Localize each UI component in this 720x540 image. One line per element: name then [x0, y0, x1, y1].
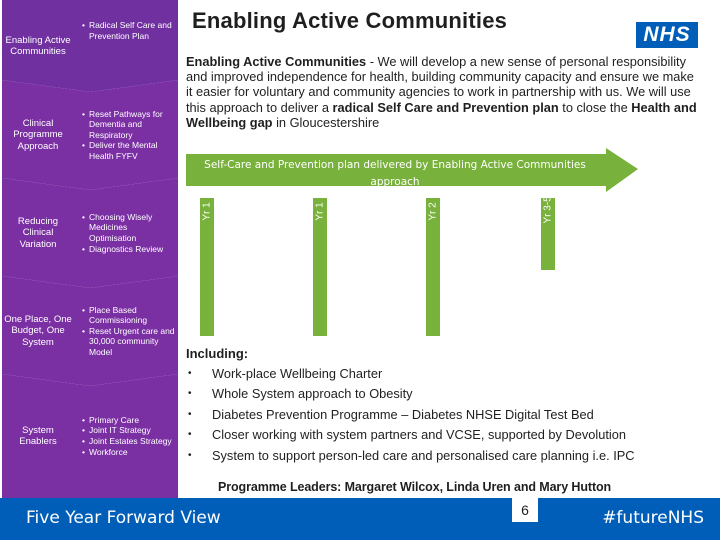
- list-item: • System to support person-led care and personalised care planning i.e. IPC: [188, 447, 635, 463]
- phase-year-bar: [313, 198, 327, 336]
- chevron-item: • Place Based Commissioning: [82, 305, 176, 326]
- chevron-item: • Joint IT Strategy: [82, 425, 176, 436]
- nhs-logo: NHS: [636, 22, 698, 48]
- list-item-text: Closer working with system partners and VCSE, supported by Devolution: [212, 427, 626, 443]
- intro-highlight: radical Self Care and Prevention plan: [332, 99, 559, 115]
- phase-year-bar: [200, 198, 214, 336]
- chevron-items: [74, 374, 176, 498]
- phase-text: Develop and initiate delivery of Prevention and Self Care plan: [342, 206, 420, 297]
- intro-lead: Enabling Active Communities: [186, 54, 367, 69]
- intro-text: in Gloucestershire: [272, 114, 380, 130]
- intro-text: - We will develop a new sense of personal responsibility and improved independence for health, building community capacity and ensure we make it easier for voluntary and community agencies to work in partnership with us. We will use this approach to deliver a: [186, 54, 694, 115]
- chevron-item: • Workforce: [82, 447, 176, 458]
- chevron-label: System Enablers: [19, 424, 57, 447]
- phase-year: Yr 3-5: [542, 196, 554, 224]
- phase-year-bar: [426, 198, 440, 336]
- footer-hashtag: #futureNHS: [602, 508, 704, 528]
- chevron-enabling-active-communities: [2, 0, 180, 92]
- chevron-system-enablers: [2, 374, 180, 498]
- timeline-caption: Self-Care and Prevention plan delivered by Enabling Active Communities approach: [204, 159, 586, 188]
- including-list: [186, 364, 706, 466]
- timeline-phase: [541, 198, 651, 338]
- list-item-text: System to support person-led care and personalised care planning i.e. IPC: [212, 447, 635, 463]
- chevron-label: Enabling Active Communities: [5, 34, 71, 57]
- chevron-item: • Reset Urgent care and 30,000 community Model: [82, 326, 176, 358]
- chevron-item: • Radical Self Care and Prevention Plan: [82, 20, 175, 41]
- chevron-clinical-programme: [2, 80, 180, 190]
- chevron-items: [74, 276, 176, 386]
- chevron-item: • Deliver the Mental Health FYFV: [82, 140, 176, 161]
- phase-text-wrap: ▪ Continue to deliver Social Prescribing with system partners: [220, 206, 307, 281]
- intro-highlight: Health and Wellbeing gap: [186, 99, 697, 130]
- programme-leaders: Programme Leaders: Margaret Wilcox, Linda Uren and Mary Hutton: [218, 480, 612, 494]
- phase-text: Learning from Yr 1 & 2 to set further priorities: [570, 206, 648, 266]
- chevron-item: • Primary Care: [82, 415, 176, 426]
- list-item: • Whole System approach to Obesity: [188, 386, 413, 402]
- timeline-phase: [200, 198, 310, 338]
- list-item: • Diabetes Prevention Programme – Diabetes NHSE Digital Test Bed: [188, 406, 594, 422]
- phase-text-wrap: ▪ Support Prevention and Self Care plan with Social Movement public campaign: [446, 206, 533, 327]
- chevron-reducing-variation: [2, 178, 180, 288]
- phase-text-wrap: ▪ Develop and initiate delivery of Prevention and Self Care plan: [333, 206, 420, 297]
- phase-year: Yr 1: [201, 202, 213, 221]
- chevron-items: [74, 80, 176, 190]
- intro-paragraph: [186, 54, 698, 130]
- chevron-label: Clinical Programme Approach: [13, 117, 63, 152]
- list-item: • Work-place Wellbeing Charter: [188, 366, 383, 381]
- phase-text: Support Prevention and Self Care plan with Social Movement public campaign: [455, 206, 533, 327]
- chevron-item: • Diagnostics Review: [82, 244, 176, 255]
- phase-year-bar: [541, 198, 555, 270]
- timeline-phase: [426, 198, 536, 338]
- intro-text: to close the: [558, 99, 632, 115]
- chevron-label: One Place, One Budget, One System: [4, 313, 72, 348]
- list-item-text: Work-place Wellbeing Charter: [212, 366, 383, 381]
- chevron-one-place: [2, 276, 180, 386]
- list-item-text: Diabetes Prevention Programme – Diabetes NHSE Digital Test Bed: [212, 406, 594, 422]
- chevron-items: [74, 178, 176, 288]
- footer-bar: [0, 498, 720, 540]
- chevron-item: • Reset Pathways for Dementia and Respiratory: [82, 109, 176, 141]
- timeline-phase: [313, 198, 423, 338]
- chevron-item: • Choosing Wisely Medicines Optimisation: [82, 212, 176, 244]
- footer-left-text: Five Year Forward View: [26, 508, 221, 528]
- phase-year: Yr 1: [314, 202, 326, 221]
- chevron-items: [74, 0, 175, 92]
- chevron-item: • Joint Estates Strategy: [82, 436, 176, 447]
- page-number: 6: [512, 498, 538, 522]
- chevron-label: Reducing Clinical Variation: [17, 215, 59, 250]
- phase-text: Continue to deliver Social Prescribing with system partners: [229, 206, 307, 281]
- phase-text-wrap: ▪ Learning from Yr 1 & 2 to set further priorities: [561, 206, 648, 266]
- including-title: Including:: [186, 346, 249, 361]
- page-title: Enabling Active Communities: [192, 8, 508, 33]
- phase-year: Yr 2: [427, 202, 439, 221]
- list-item: • Closer working with system partners and VCSE, supported by Devolution: [188, 427, 626, 443]
- list-item-text: Whole System approach to Obesity: [212, 386, 413, 402]
